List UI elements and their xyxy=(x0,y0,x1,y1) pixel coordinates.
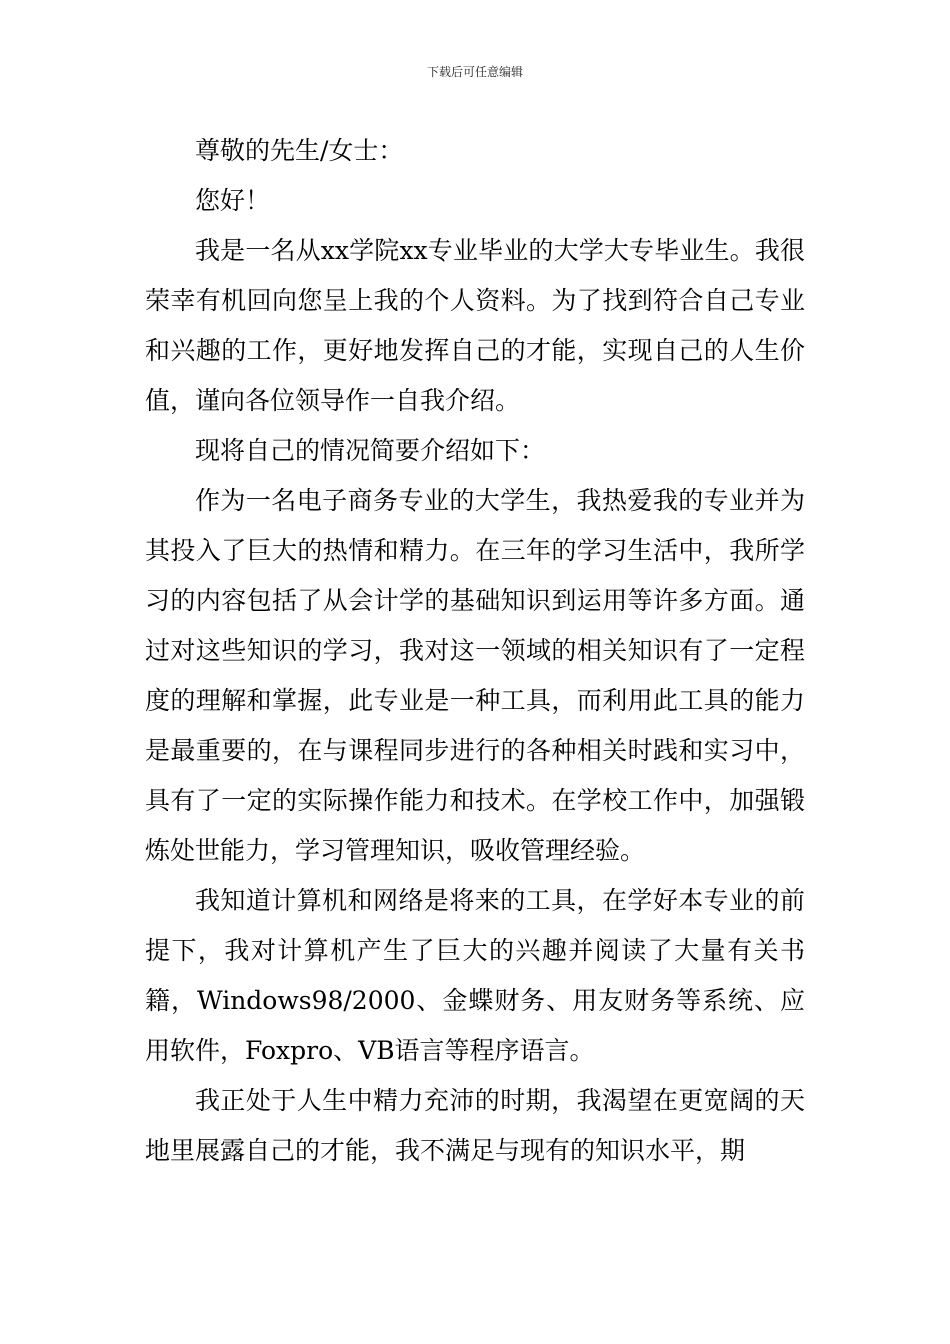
salutation: 尊敬的先生/女士： xyxy=(195,136,404,165)
paragraph-education: 作为一名电子商务专业的大学生，我热爱我的专业并为其投入了巨大的热情和精力。在三年的学习生活中，我所学习的内容包括了从会计学的基础知识到运用等许多方面。通过对这些知识的学习，我对这一领域的相关知识有了一定程度的理解和掌握，此专业是一种工具，而利用此工具的能力是最重要的，在与课程同步进行的各种相关时践和实习中，具有了一定的实际操作能力和技术。在学校工作中，加强锻炼处世能力，学习管理知识，吸收管理经验。 xyxy=(145,486,805,865)
greeting: 您好！ xyxy=(195,186,271,215)
paragraph-computer-skills: 我知道计算机和网络是将来的工具，在学好本专业的前提下，我对计算机产生了巨大的兴趣并阅读了大量有关书籍，Windows98/2000、金蝶财务、用友财务等系统、应用软件，Foxpro、VB语言等程序语言。 xyxy=(145,886,805,1065)
letter-body xyxy=(145,126,805,1176)
page-header-note: 下载后可任意编辑 xyxy=(426,65,523,79)
paragraph-aspiration: 我正处于人生中精力充沛的时期，我渴望在更宽阔的天地里展露自己的才能，我不满足与现有的知识水平，期 xyxy=(145,1086,805,1165)
paragraph-introduction: 我是一名从xx学院xx专业毕业的大学大专毕业生。我很荣幸有机回向您呈上我的个人资料。为了找到符合自己专业和兴趣的工作，更好地发挥自己的才能，实现自己的人生价值，谨向各位领导作一自我介绍。 xyxy=(145,236,805,415)
paragraph-overview: 现将自己的情况简要介绍如下： xyxy=(195,436,546,465)
